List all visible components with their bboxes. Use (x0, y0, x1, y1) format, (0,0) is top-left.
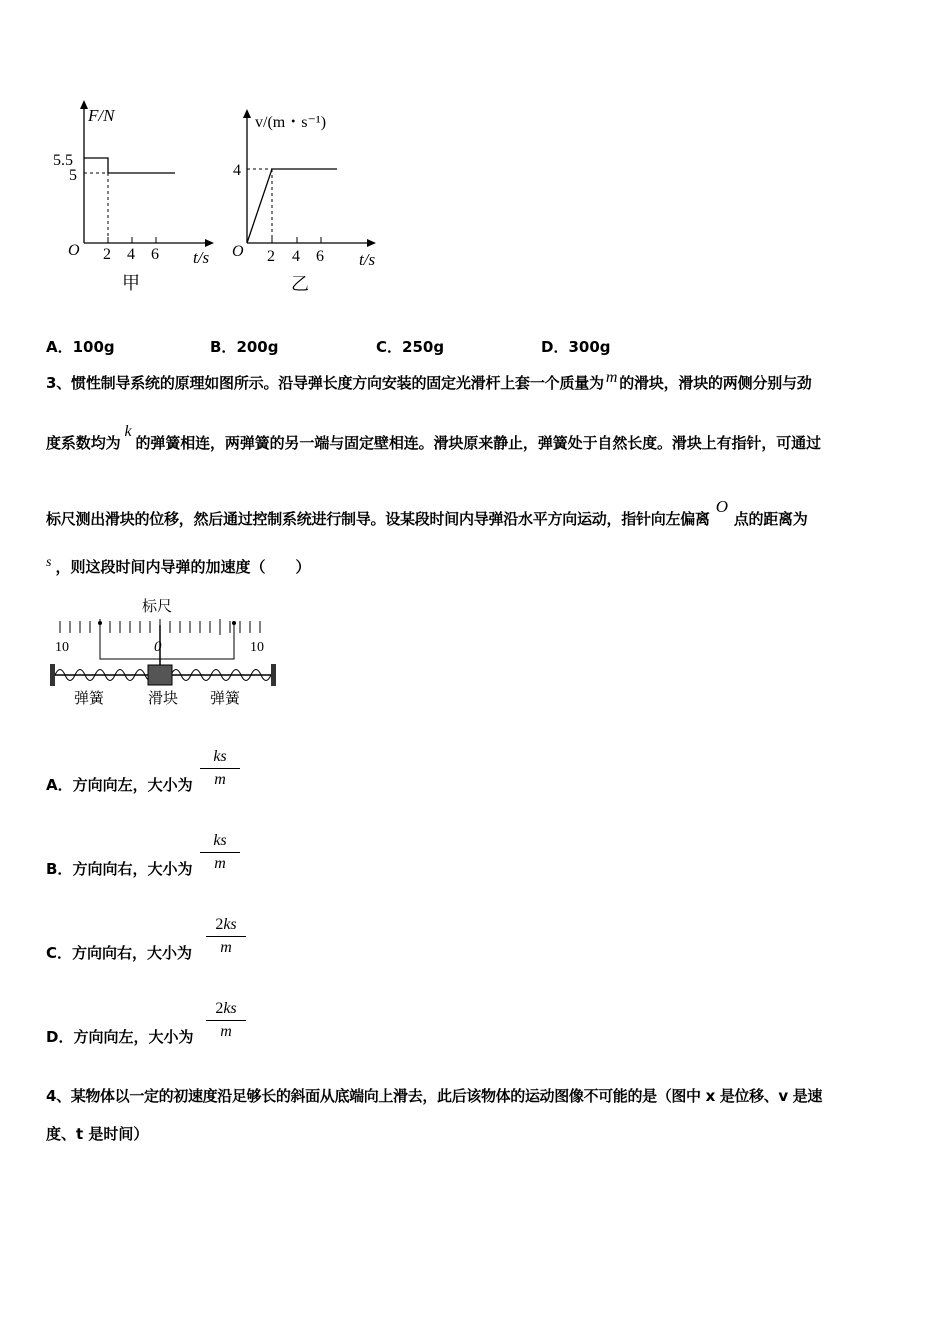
q4-line-1: 4、某物体以一定的初速度沿足够长的斜面从底端向上滑去，此后该物体的运动图像不可能的是（图中 x 是位移、v 是速 (46, 1087, 822, 1105)
q3-line-3: 标尺测出滑块的位移，然后通过控制系统进行制导。设某段时间内导弹沿水平方向运动，指针向左偏离O点的距离为 (46, 497, 808, 528)
q3-line-1: 3、惯性制导系统的原理如图所示。沿导弹长度方向安装的固定光滑杆上套一个质量为 m 的滑块，滑块的两侧分别与劲 (46, 369, 812, 392)
ruler-left-number: 10 (55, 640, 69, 655)
jia-xtick-6: 6 (151, 246, 159, 263)
jia-y-label: F/N (88, 106, 115, 125)
q3-option-a-fraction: ks m (200, 746, 240, 791)
q4-line-2: 度、t 是时间） (46, 1125, 149, 1143)
yi-y-arrow (243, 109, 251, 118)
right-wall (271, 664, 276, 686)
yi-x-label: t/s (359, 250, 376, 269)
ruler-label: 标尺 (142, 599, 173, 615)
jia-caption: 甲 (122, 273, 140, 293)
jia-origin: O (68, 242, 80, 259)
q3-option-b: B．方向向右，大小为 (46, 860, 193, 878)
jia-xtick-4: 4 (127, 246, 135, 263)
q3-line-4: s ，则这段时间内导弹的加速度（ ） (46, 555, 311, 576)
q3-line-2: 度系数均为k的弹簧相连，两弹簧的另一端与固定壁相连。滑块原来静止，弹簧处于自然长度。滑块上有指针，可通过 (46, 423, 821, 452)
q3-option-d: D．方向向左，大小为 (46, 1028, 194, 1046)
q2-option-c: C．250g (376, 338, 445, 356)
spring-right-label: 弹簧 (210, 691, 241, 707)
q3-option-a: A．方向向左，大小为 (46, 776, 193, 794)
jia-tick-5: 5 (69, 167, 77, 184)
q3-option-d-fraction: 2ks m (206, 998, 246, 1043)
yi-tick-4: 4 (233, 162, 241, 179)
yi-x-arrow (367, 239, 376, 247)
slider-block (148, 665, 172, 685)
jia-tick-5.5: 5.5 (53, 152, 73, 169)
yi-xtick-4: 4 (292, 248, 300, 265)
left-wall (50, 664, 55, 686)
q3-var-m: m (605, 369, 618, 386)
figure-yi (225, 95, 400, 305)
yi-velocity-line (247, 169, 337, 243)
yi-origin: O (232, 243, 244, 260)
yi-caption: 乙 (291, 274, 309, 294)
q2-option-d: D．300g (541, 338, 611, 356)
q3-var-k: k (124, 423, 132, 440)
yi-xtick-6: 6 (316, 248, 324, 265)
jia-x-arrow (205, 239, 214, 247)
q3-var-s: s (46, 555, 52, 570)
yi-y-label: v/(m・s⁻¹) (255, 114, 327, 131)
ruler-center-number: 0 (154, 639, 162, 655)
q3-option-c: C．方向向右，大小为 (46, 944, 193, 962)
ruler-right-number: 10 (250, 640, 264, 655)
spring-left-label: 弹簧 (74, 691, 105, 707)
yi-xtick-2: 2 (267, 248, 275, 265)
q2-option-a: A．100g (46, 338, 115, 356)
q2-option-b: B．200g (210, 338, 279, 356)
jia-xtick-2: 2 (103, 246, 111, 263)
q3-option-c-fraction: 2ks m (206, 914, 246, 959)
jia-x-label: t/s (193, 248, 210, 267)
q3-var-O: O (715, 497, 728, 516)
q3-option-b-fraction: ks m (200, 830, 240, 875)
figure-jia (40, 95, 230, 305)
jia-y-arrow (80, 100, 88, 109)
jia-force-line (84, 158, 175, 173)
q3-apparatus-figure (44, 593, 284, 713)
block-label: 滑块 (148, 691, 179, 707)
